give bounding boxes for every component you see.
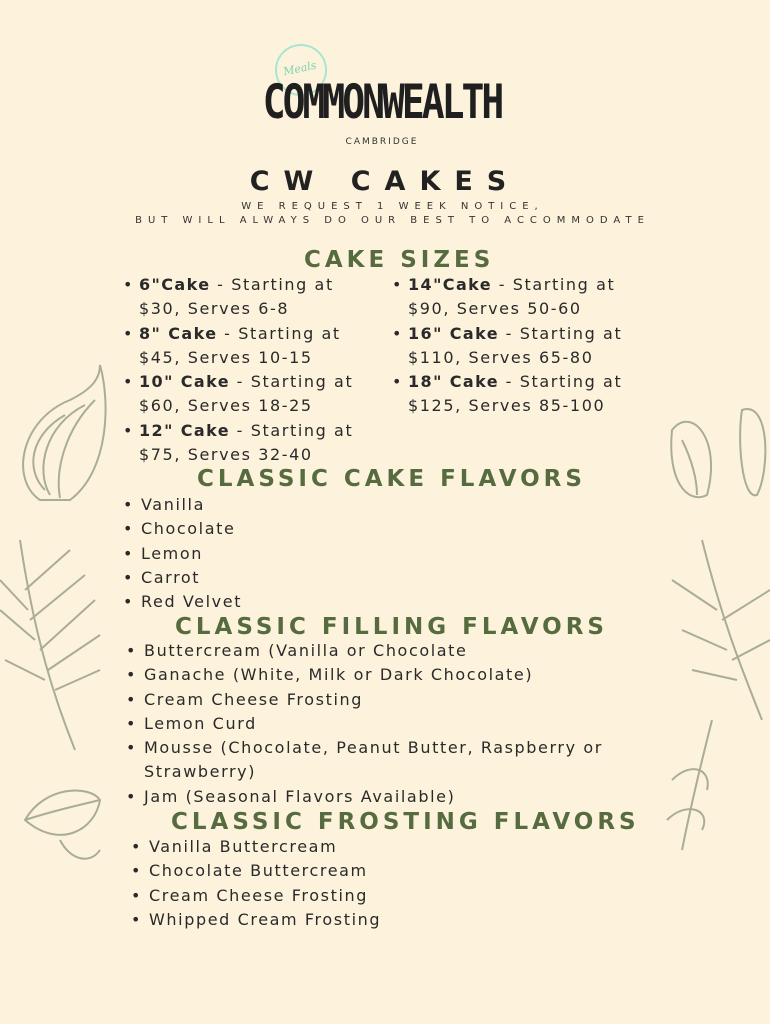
cake-size-item: • 10" Cake - Starting at $60, Serves 18-25	[121, 370, 371, 419]
list-item: • Vanilla Buttercream	[129, 835, 529, 859]
list-item: • Vanilla	[121, 493, 421, 517]
filling-flavors-heading: CLASSIC FILLING FLAVORS	[175, 614, 608, 640]
cake-size-item: • 16" Cake - Starting at $110, Serves 65-80	[390, 322, 650, 371]
frosting-flavors-list	[129, 835, 529, 932]
logo-wordmark: COMMONWEALTH	[262, 74, 502, 130]
garlic-illustration-right	[662, 400, 770, 510]
cake-sizes-left-list	[121, 273, 371, 467]
cake-size-item: • 18" Cake - Starting at $125, Serves 85-100	[390, 370, 650, 419]
cake-flavors-list	[121, 493, 421, 614]
filling-flavors-list	[124, 639, 644, 809]
cake-size-item: • 12" Cake - Starting at $75, Serves 32-40	[121, 419, 371, 468]
list-item: • Jam (Seasonal Flavors Available)	[124, 785, 644, 809]
cake-flavors-heading: CLASSIC CAKE FLAVORS	[197, 466, 586, 492]
logo-script-text: Meals	[282, 58, 318, 79]
list-item: • Chocolate Buttercream	[129, 859, 529, 883]
list-item: • Cream Cheese Frosting	[129, 884, 529, 908]
onion-illustration-left	[0, 360, 110, 510]
list-item: • Lemon	[121, 542, 421, 566]
frosting-flavors-heading: CLASSIC FROSTING FLAVORS	[171, 809, 640, 835]
list-item: • Buttercream (Vanilla or Chocolate	[124, 639, 644, 663]
cake-sizes-right-list	[390, 273, 650, 419]
list-item: • Red Velvet	[121, 590, 421, 614]
cake-size-item: • 14"Cake - Starting at $90, Serves 50-60	[390, 273, 650, 322]
notice-line-1: WE REQUEST 1 WEEK NOTICE,	[241, 201, 544, 212]
cake-size-item: • 6"Cake - Starting at $30, Serves 6-8	[121, 273, 371, 322]
notice-line-2: BUT WILL ALWAYS DO OUR BEST TO ACCOMMODATE	[135, 215, 650, 226]
parsley-illustration-right	[662, 520, 770, 860]
list-item: • Mousse (Chocolate, Peanut Butter, Raspberry or Strawberry)	[124, 736, 644, 785]
list-item: • Whipped Cream Frosting	[129, 908, 529, 932]
list-item: • Ganache (White, Milk or Dark Chocolate)	[124, 663, 644, 687]
cake-sizes-heading: CAKE SIZES	[304, 247, 495, 273]
cake-size-item: • 8" Cake - Starting at $45, Serves 10-15	[121, 322, 371, 371]
list-item: • Cream Cheese Frosting	[124, 688, 644, 712]
list-item: • Chocolate	[121, 517, 421, 541]
herb-sprig-illustration-left	[0, 520, 105, 760]
basil-leaf-illustration-left	[20, 780, 105, 870]
logo-location: CAMBRIDGE	[345, 137, 419, 147]
list-item: • Lemon Curd	[124, 712, 644, 736]
list-item: • Carrot	[121, 566, 421, 590]
page-title: CW CAKES	[249, 166, 521, 197]
